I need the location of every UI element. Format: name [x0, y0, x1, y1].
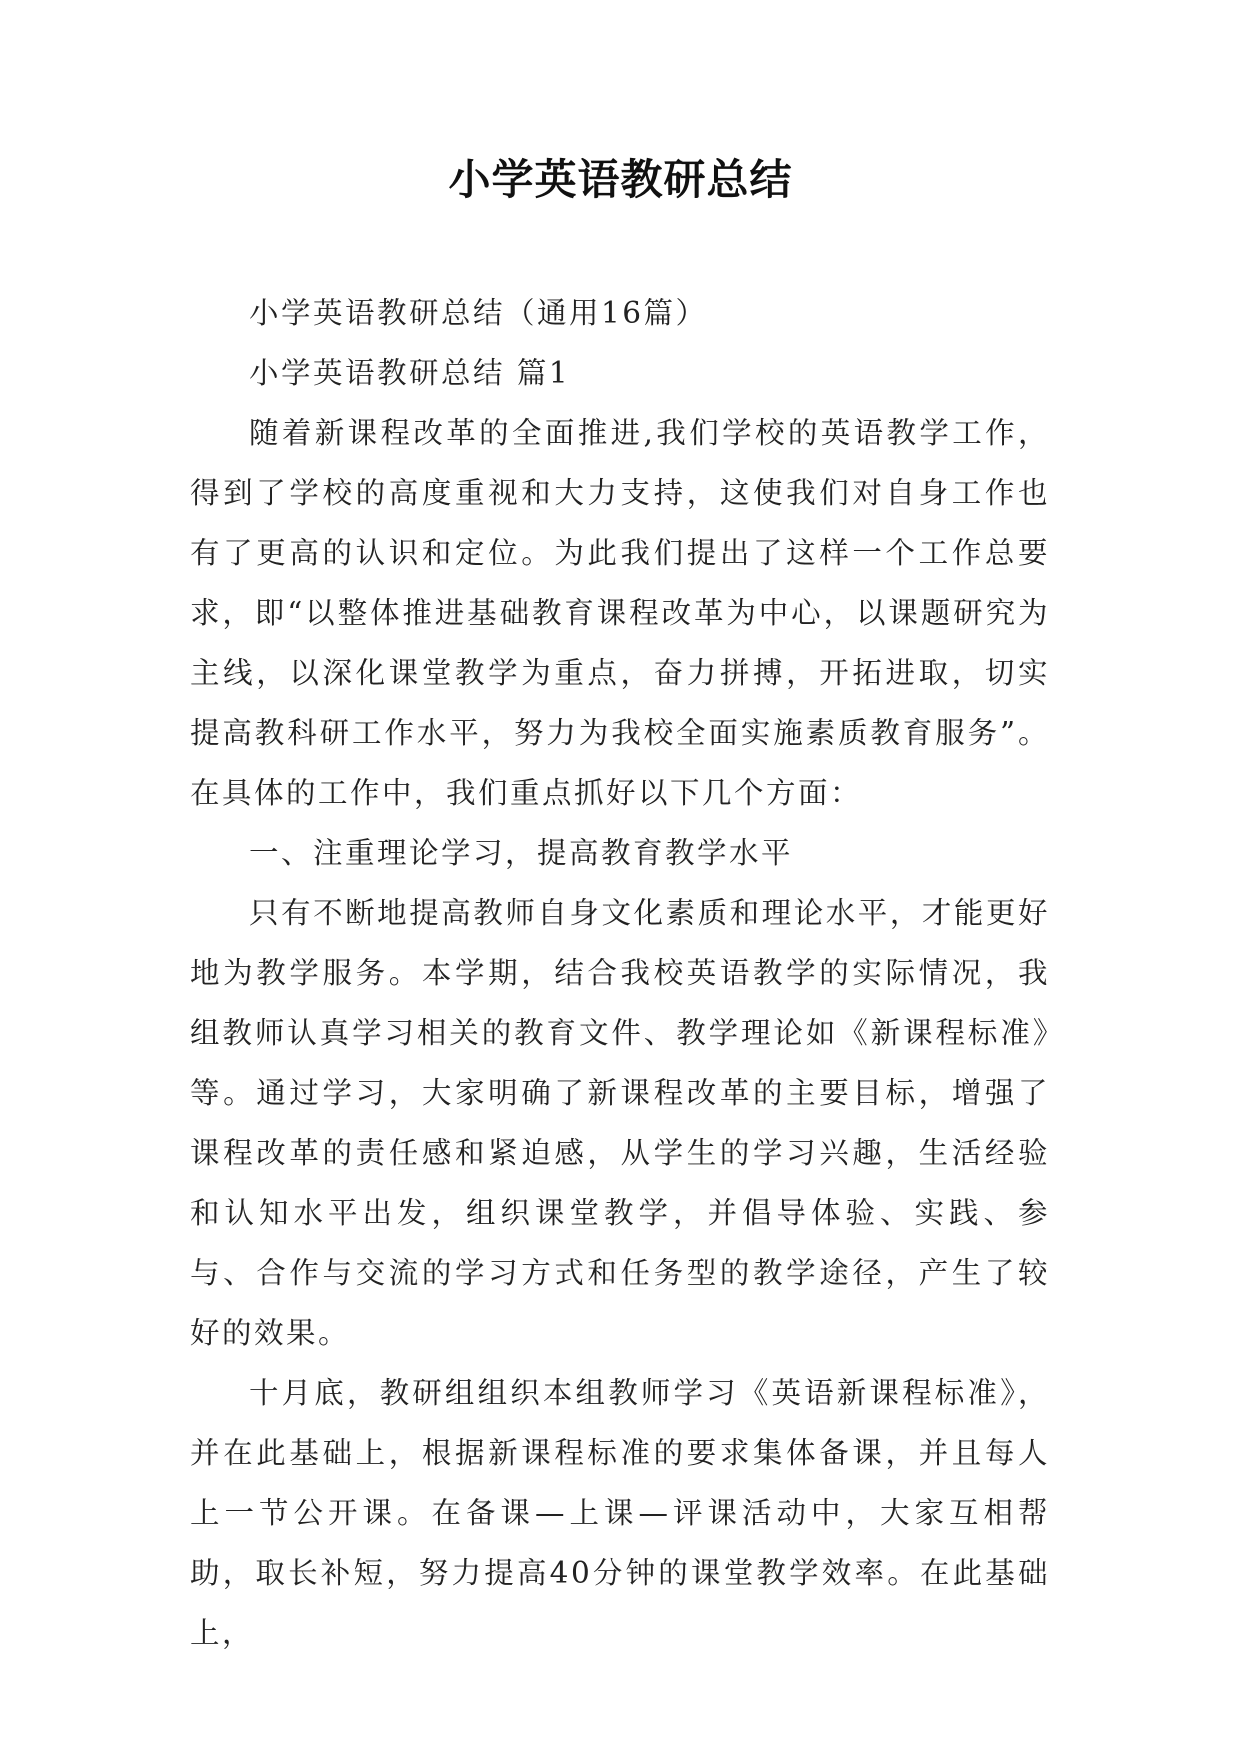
paragraph-heading: 一、注重理论学习，提高教育教学水平: [249, 836, 794, 870]
paragraph: 十月底，教研组组织本组教师学习《英语新课程标准》，并在此基础上，根据新课程标准的要求集体备课，并且每人上一节公开课。在备课—上课—评课活动中，大家互相帮助，取长补短，努力提高40分钟的课堂教学效率。在此基础上，: [190, 1376, 1050, 1650]
paragraph-subtitle: 小学英语教研总结（通用16篇）: [249, 296, 708, 330]
paragraph-section-heading: 小学英语教研总结 篇1: [249, 356, 571, 390]
paragraph: 随着新课程改革的全面推进,我们学校的英语教学工作，得到了学校的高度重视和大力支持，这使我们对自身工作也有了更高的认识和定位。为此我们提出了这样一个工作总要求，即“以整体推进基础教育课程改革为中心，以课题研究为主线，以深化课堂教学为重点，奋力拼搏，开拓进取，切实提高教科研工作水平，努力为我校全面实施素质教育服务”。在具体的工作中，我们重点抓好以下几个方面：: [190, 416, 1050, 810]
document-body: [190, 283, 1050, 1663]
document-title: 小学英语教研总结: [448, 155, 793, 204]
paragraph: 只有不断地提高教师自身文化素质和理论水平，才能更好地为教学服务。本学期，结合我校英语教学的实际情况，我组教师认真学习相关的教育文件、教学理论如《新课程标准》等。通过学习，大家明确了新课程改革的主要目标，增强了课程改革的责任感和紧迫感，从学生的学习兴趣，生活经验和认知水平出发，组织课堂教学，并倡导体验、实践、参与、合作与交流的学习方式和任务型的教学途径，产生了较好的效果。: [190, 896, 1050, 1350]
